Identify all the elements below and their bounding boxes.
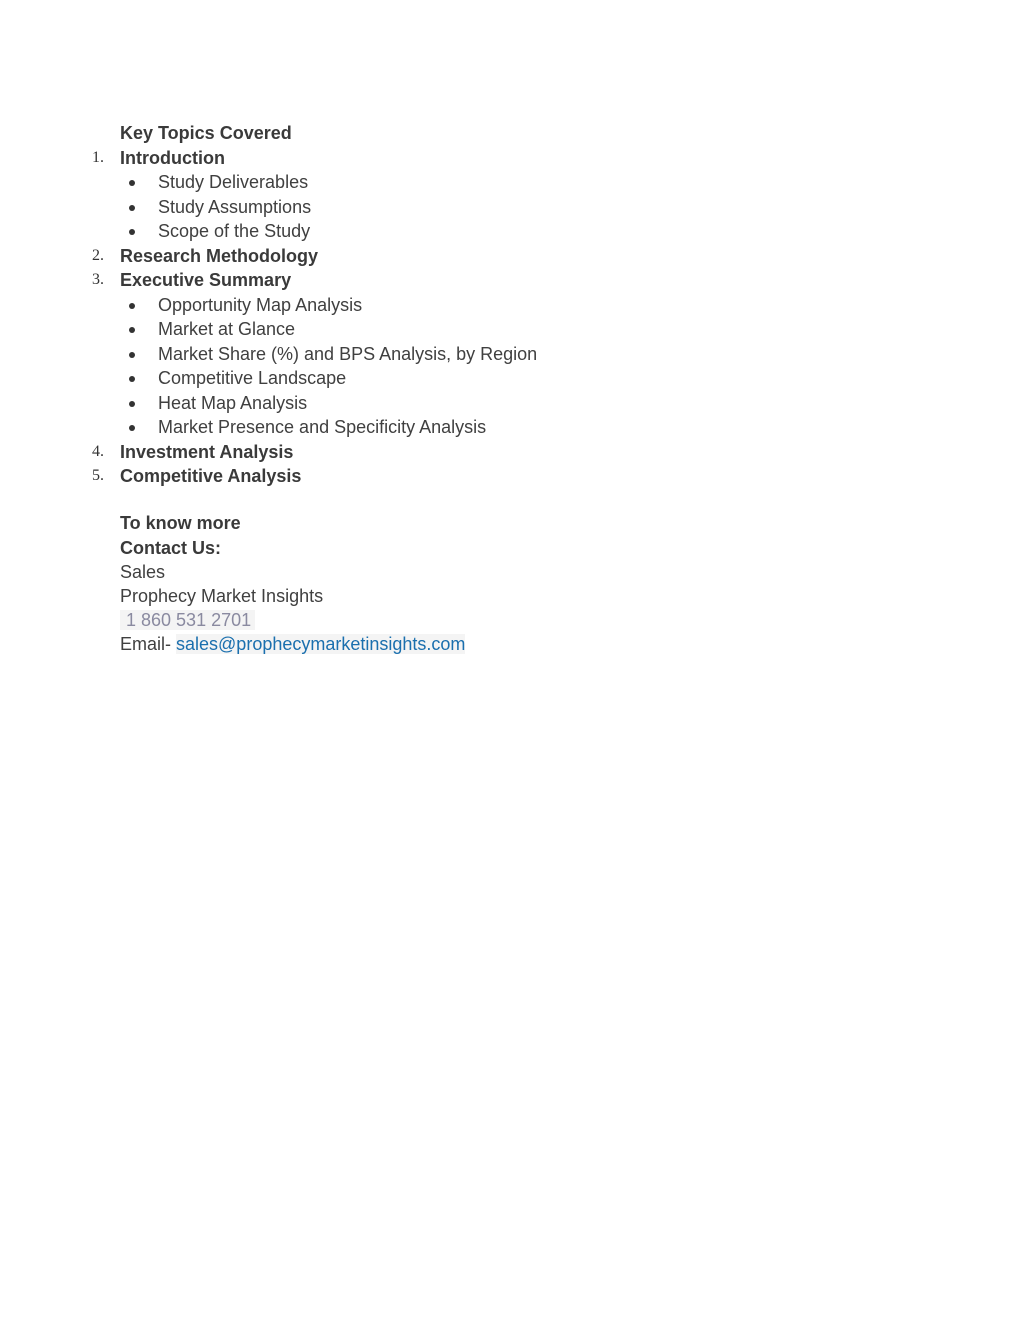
list-item: Scope of the Study — [158, 221, 311, 241]
document-title: Key Topics Covered — [120, 123, 292, 143]
know-more-heading: To know more — [120, 513, 241, 533]
section-number: 3. — [92, 271, 104, 288]
list-item: Study Deliverables — [158, 172, 309, 192]
section-title-executive-summary: Executive Summary — [120, 270, 292, 290]
section-number: 2. — [92, 247, 104, 264]
bullet-icon — [129, 401, 135, 407]
section-number: 1. — [92, 149, 104, 166]
section-title-introduction: Introduction — [120, 148, 225, 168]
list-item: Market at Glance — [158, 319, 296, 339]
email-label: Email- — [120, 634, 177, 654]
list-item: Study Assumptions — [158, 197, 312, 217]
list-item: Competitive Landscape — [158, 368, 347, 388]
section-title-competitive-analysis: Competitive Analysis — [120, 466, 302, 486]
bullet-icon — [129, 376, 135, 382]
section-number: 5. — [92, 467, 104, 484]
contact-email-row — [120, 632, 465, 656]
section-title-investment-analysis: Investment Analysis — [120, 442, 294, 462]
contact-phone-row — [120, 608, 255, 632]
bullet-icon — [129, 303, 135, 309]
list-item: Opportunity Map Analysis — [158, 295, 363, 315]
bullet-icon — [129, 229, 135, 235]
bullet-icon — [129, 327, 135, 333]
section-title-research-methodology: Research Methodology — [120, 246, 319, 266]
contact-department: Sales — [120, 562, 166, 582]
contact-us-heading: Contact Us: — [120, 538, 222, 558]
list-item: Market Share (%) and BPS Analysis, by Region — [158, 344, 538, 364]
bullet-icon — [129, 352, 135, 358]
bullet-icon — [129, 425, 135, 431]
list-item: Market Presence and Specificity Analysis — [158, 417, 487, 437]
phone-number[interactable]: 1 860 531 2701 — [120, 610, 255, 630]
bullet-icon — [129, 180, 135, 186]
email-link[interactable]: sales@prophecymarketinsights.com — [176, 634, 466, 654]
contact-company: Prophecy Market Insights — [120, 586, 324, 606]
section-number: 4. — [92, 443, 104, 460]
list-item: Heat Map Analysis — [158, 393, 308, 413]
bullet-icon — [129, 205, 135, 211]
